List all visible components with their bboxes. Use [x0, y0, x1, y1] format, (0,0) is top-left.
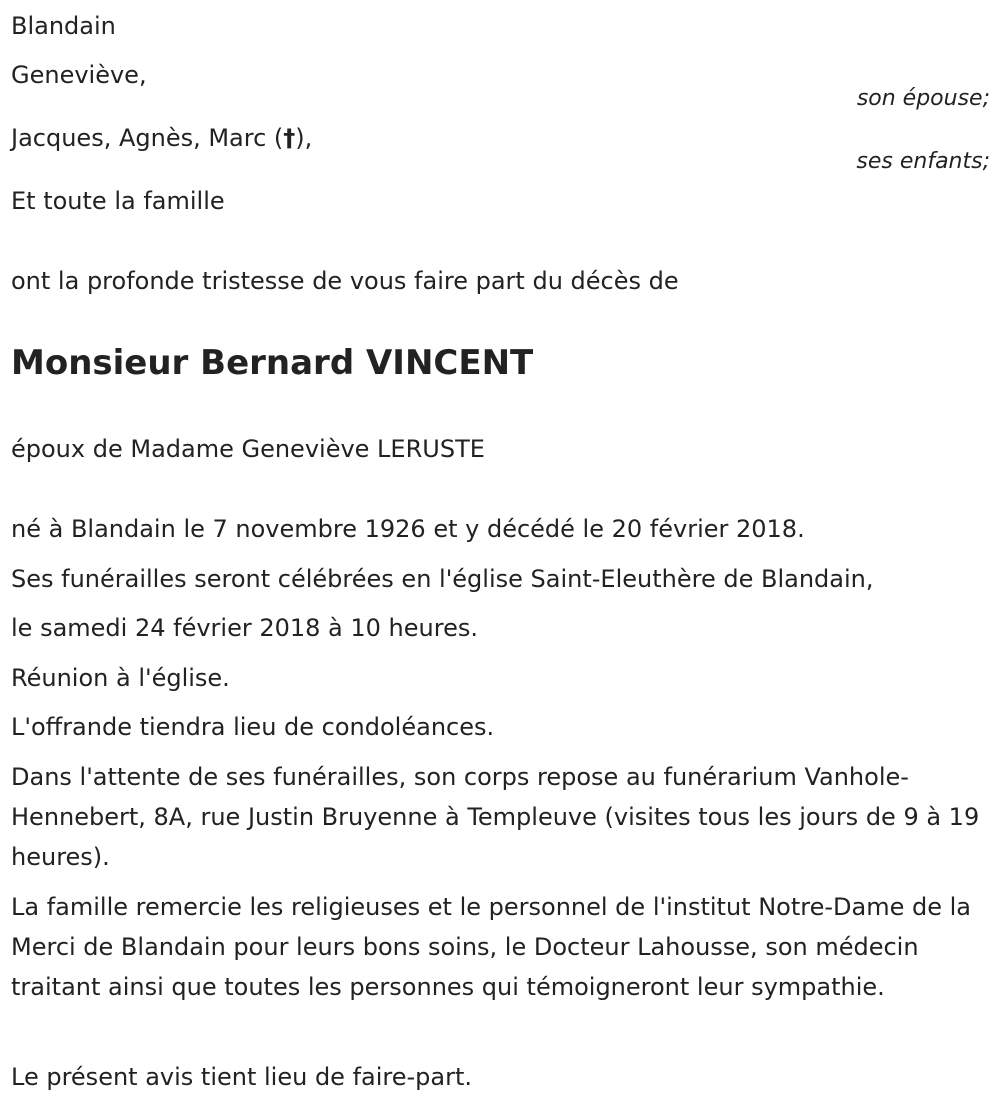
announcement-text: ont la profonde tristesse de vous faire part du décès de [11, 267, 679, 295]
children-names [11, 118, 312, 158]
children-names-end: ), [295, 124, 313, 152]
offering-line: L'offrande tiendra lieu de condoléances. [11, 713, 495, 741]
spouse-name: Geneviève, [11, 61, 147, 89]
meeting-line: Réunion à l'église. [11, 664, 230, 692]
funeral-line-1: Ses funérailles seront célébrées en l'église Saint-Eleuthère de Blandain, [11, 565, 874, 593]
funeral-line-2: le samedi 24 février 2018 à 10 heures. [11, 614, 478, 642]
thanks-paragraph: La famille remercie les religieuses et le personnel de l'institut Notre-Dame de la Merci de Blandain pour leurs bons soins, le Docteur Lahousse, son médecin traitant ainsi que toutes les personnes qui témoigneront leur sympathie. [11, 893, 971, 1001]
spouse-role: son épouse; [856, 86, 990, 111]
birth-death-line: né à Blandain le 7 novembre 1926 et y décédé le 20 février 2018. [11, 515, 805, 543]
whole-family: Et toute la famille [11, 187, 225, 215]
children-names-text: Jacques, Agnès, Marc ( [11, 124, 284, 152]
village-name: Blandain [11, 12, 116, 40]
cross-icon: † [283, 124, 296, 152]
notice-line: Le présent avis tient lieu de faire-part. [11, 1063, 473, 1091]
deceased-name: Monsieur Bernard VINCENT [11, 343, 534, 383]
funerarium-paragraph: Dans l'attente de ses funérailles, son corps repose au funérarium Vanhole-Hennebert, 8A, rue Justin Bruyenne à Templeuve (visites tous les jours de 9 à 19 heures). [11, 763, 980, 871]
children-role: ses enfants; [856, 149, 990, 174]
spouse-line: époux de Madame Geneviève LERUSTE [11, 435, 485, 463]
